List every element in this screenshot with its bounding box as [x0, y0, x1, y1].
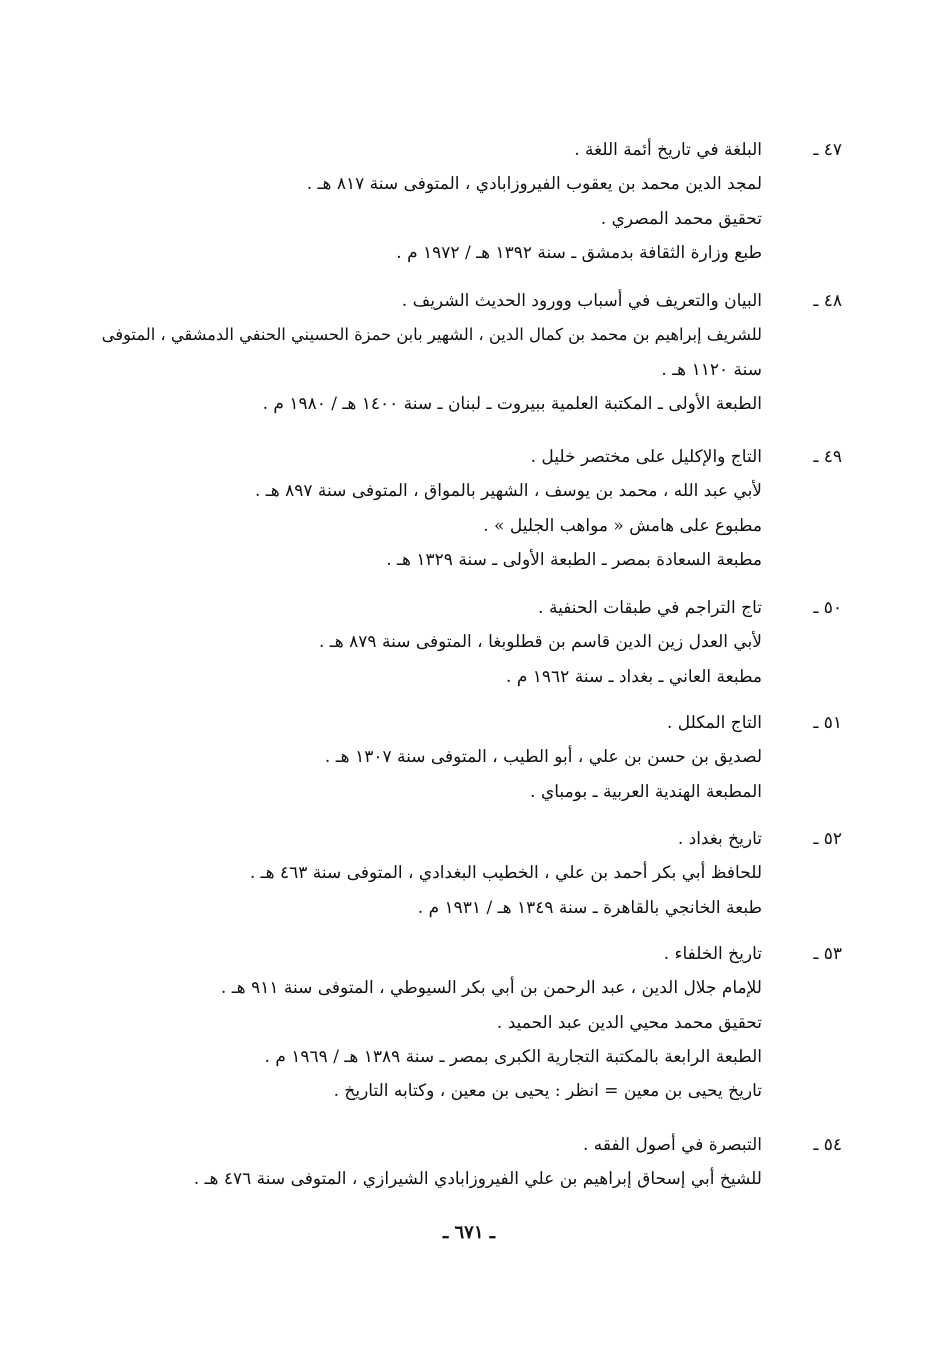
entry-cross-reference: تاريخ يحيى بن معين = انظر : يحيى بن معين ، وكتابه التاريخ . [333, 1081, 762, 1102]
entry-title: تاريخ الخلفاء . [663, 944, 762, 964]
page-number: ـ ٦٧١ ـ [442, 1222, 496, 1243]
entry-number: ٥٢ ـ [813, 829, 842, 849]
entry-publication: المطبعة الهندية العربية ـ بومباي . [530, 781, 762, 802]
entry-title: البيان والتعريف في أسباب وورود الحديث الشريف . [401, 291, 762, 311]
entry-number: ٤٩ ـ [813, 447, 842, 467]
entry-title: تاريخ بغداد . [677, 829, 762, 849]
entry-editor: تحقيق محمد المصري . [600, 208, 762, 229]
bibliography-entry [130, 133, 842, 270]
entry-publication: مطبعة السعادة بمصر ـ الطبعة الأولى ـ سنة ١٣٢٩ هـ . [386, 549, 762, 570]
entry-number: ٥٠ ـ [813, 598, 842, 618]
entry-title: التبصرة في أصول الفقه . [582, 1135, 762, 1155]
entry-editor: تحقيق محمد محيي الدين عبد الحميد . [496, 1012, 762, 1033]
entry-number: ٥١ ـ [813, 713, 842, 733]
entry-publication: الطبعة الأولى ـ المكتبة العلمية ببيروت ـ لبنان ـ سنة ١٤٠٠ هـ / ١٩٨٠ م . [262, 393, 762, 414]
entry-author: للحافظ أبي بكر أحمد بن علي ، الخطيب البغدادي ، المتوفى سنة ٤٦٣ هـ . [249, 863, 762, 884]
entry-author: للشيخ أبي إسحاق إبراهيم بن علي الفيروزابادي الشيرازي ، المتوفى سنة ٤٧٦ هـ . [193, 1169, 762, 1190]
bibliography-entry [130, 706, 842, 809]
bibliography-entry [130, 440, 842, 577]
bibliography-entry [130, 1128, 842, 1197]
entry-publication: مطبعة العاني ـ بغداد ـ سنة ١٩٦٢ م . [506, 666, 762, 687]
entry-author: للإمام جلال الدين ، عبد الرحمن بن أبي بكر السيوطي ، المتوفى سنة ٩١١ هـ . [220, 978, 762, 999]
entry-publication: طبعة الخانجي بالقاهرة ـ سنة ١٣٤٩ هـ / ١٩٣١ م . [417, 897, 762, 918]
entry-title: البلغة في تاريخ أئمة اللغة . [574, 140, 762, 160]
entry-note: مطبوع على هامش « مواهب الجليل » . [483, 515, 762, 536]
entry-title: التاج والإكليل على مختصر خليل . [530, 447, 762, 467]
entry-author: لصديق بن حسن بن علي ، أبو الطيب ، المتوفى سنة ١٣٠٧ هـ . [324, 747, 762, 768]
entry-number: ٥٤ ـ [813, 1135, 842, 1155]
bibliography-entry [101, 284, 842, 421]
bibliography-entry [130, 591, 842, 694]
entry-publication: الطبعة الرابعة بالمكتبة التجارية الكبرى بمصر ـ سنة ١٣٨٩ هـ / ١٩٦٩ م . [264, 1046, 762, 1067]
bibliography-entry [130, 822, 842, 925]
entry-author: للشريف إبراهيم بن محمد بن كمال الدين ، الشهير بابن حمزة الحسيني الحنفي الدمشقي ، المتوفى [101, 325, 762, 345]
entry-author-continued: سنة ١١٢٠ هـ . [661, 359, 762, 380]
entry-title: تاج التراجم في طبقات الحنفية . [538, 598, 762, 618]
entry-number: ٥٣ ـ [813, 944, 842, 964]
entry-publication: طبع وزارة الثقافة بدمشق ـ سنة ١٣٩٢ هـ / ١٩٧٢ م . [396, 242, 762, 263]
entry-author: لمجد الدين محمد بن يعقوب الفيروزابادي ، المتوفى سنة ٨١٧ هـ . [306, 174, 762, 195]
entry-number: ٤٨ ـ [813, 291, 842, 311]
bibliography-entry [130, 937, 842, 1108]
entry-title: التاج المكلل . [666, 713, 762, 733]
entry-author: لأبي عبد الله ، محمد بن يوسف ، الشهير بالمواق ، المتوفى سنة ٨٩٧ هـ . [254, 481, 762, 502]
entry-number: ٤٧ ـ [813, 140, 842, 160]
entry-author: لأبي العدل زين الدين قاسم بن قطلوبغا ، المتوفى سنة ٨٧٩ هـ . [318, 632, 762, 653]
